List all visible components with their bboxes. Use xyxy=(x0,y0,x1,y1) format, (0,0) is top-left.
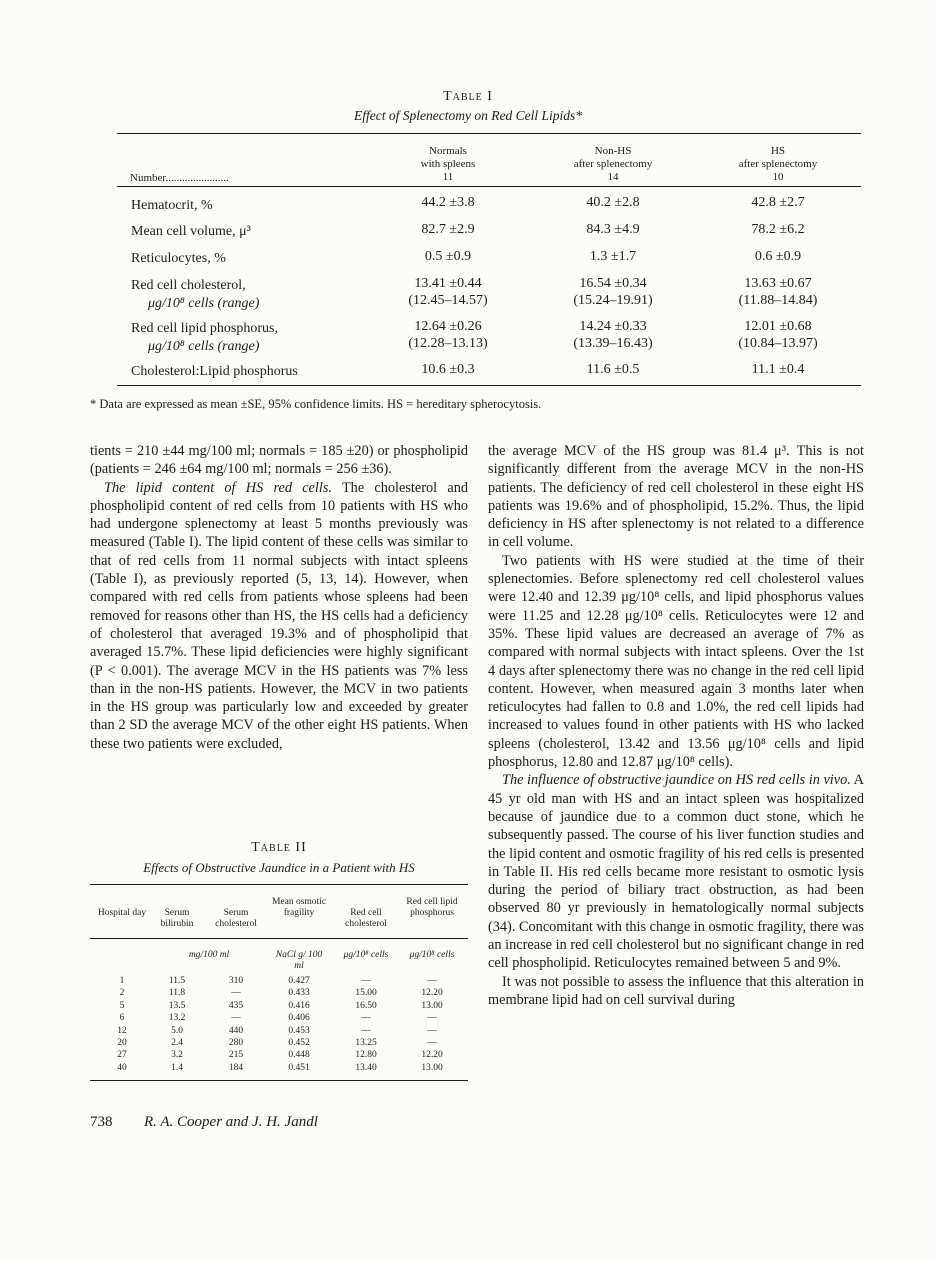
table2-unit: NaCl g/ 100 ml xyxy=(275,950,323,971)
table2-cell: 27 xyxy=(117,1050,127,1061)
col-header-n: 10 xyxy=(772,171,784,183)
table1-row-label: Red cell cholesterol, xyxy=(131,278,246,293)
table1-row-sublabel: μg/10⁸ cells (range) xyxy=(148,296,260,311)
table2-unit: μg/10⁸ cells xyxy=(409,950,455,960)
table2-header: Serum cholesterol xyxy=(215,908,257,929)
table2-cell: 0.452 xyxy=(288,1038,310,1048)
table2-cell: 1 xyxy=(119,976,125,986)
table1-cell: 12.01 ±0.68 xyxy=(744,319,812,334)
table1-title: Table I xyxy=(443,89,493,104)
table2-cell: 16.50 xyxy=(355,1000,377,1011)
table2-header: Mean osmotic fragility xyxy=(271,897,327,918)
table2-cell: 0.433 xyxy=(288,988,310,999)
table2-cell: 0.448 xyxy=(288,1050,310,1061)
table2-cell: — xyxy=(427,1025,437,1036)
table1-cell: 14.24 ±0.33 xyxy=(579,319,647,334)
table2-cell: 40 xyxy=(117,1062,127,1073)
table2-cell: 20 xyxy=(117,1038,127,1048)
section-heading: The lipid content of HS red cells. xyxy=(104,479,332,496)
table1-range: (13.39–16.43) xyxy=(573,336,653,351)
table1-cell: 0.5 ±0.9 xyxy=(424,249,472,264)
table2-cell: 280 xyxy=(228,1038,244,1048)
col-header-line: HS xyxy=(770,145,786,157)
table2-cell: 13.2 xyxy=(168,1013,186,1024)
table1-cell: 11.6 ±0.5 xyxy=(586,362,640,377)
table1-cell: 0.6 ±0.9 xyxy=(754,249,802,264)
table2-header-rule xyxy=(90,938,468,939)
table2-cell: — xyxy=(427,1013,437,1024)
table2-header: Red cell cholesterol xyxy=(345,908,387,929)
table1-top-rule xyxy=(117,133,861,134)
table1-row-label: Mean cell volume, μ³ xyxy=(131,224,251,239)
table2-title: Table II xyxy=(251,840,307,855)
table2-cell: 0.451 xyxy=(288,1062,310,1073)
table1-cell: 44.2 ±3.8 xyxy=(421,195,475,210)
table2-cell: 2 xyxy=(119,988,125,999)
table1-cell: 84.3 ±4.9 xyxy=(586,222,640,237)
table2-cell: 12.80 xyxy=(355,1050,377,1061)
table2-cell: 3.2 xyxy=(171,1050,183,1061)
table1-cell: 13.41 ±0.44 xyxy=(414,276,482,291)
table2-cell: 2.4 xyxy=(171,1038,183,1048)
table2-cell: 12.20 xyxy=(421,1050,443,1061)
table2-cell: 13.25 xyxy=(355,1038,377,1048)
col-header-n: 14 xyxy=(607,171,619,183)
table1-cell: 12.64 ±0.26 xyxy=(414,319,482,334)
table2-cell: 5.0 xyxy=(171,1025,183,1036)
table2-cell: 440 xyxy=(228,1025,244,1036)
table2-cell: — xyxy=(361,976,371,986)
table2-top-rule xyxy=(90,884,468,885)
table2-cell: 12.20 xyxy=(421,988,443,999)
table1-col1-header xyxy=(378,145,518,184)
paragraph: It was not possible to assess the influence that this alteration in membrane lipid had on cell survival during xyxy=(488,973,864,1008)
table1-row-label: Hematocrit, % xyxy=(131,198,213,213)
table1-row-label: Red cell lipid phosphorus, xyxy=(131,321,278,336)
table2-unit: μg/10⁸ cells xyxy=(343,950,389,960)
table1-range: (11.88–14.84) xyxy=(738,293,818,308)
table1-cell: 10.6 ±0.3 xyxy=(421,362,475,377)
table1-row-label: Cholesterol:Lipid phosphorus xyxy=(131,364,298,379)
table1-header-rule xyxy=(117,186,861,187)
col-header-n: 11 xyxy=(442,171,454,183)
table2-cell: 0.416 xyxy=(288,1000,310,1011)
right-column xyxy=(488,442,864,1009)
table1-cell: 11.1 ±0.4 xyxy=(751,362,805,377)
col-header-line: Non-HS xyxy=(594,145,632,157)
table1-col3-header xyxy=(708,145,848,184)
table1-range: (12.28–13.13) xyxy=(408,336,488,351)
table2-cell: 435 xyxy=(228,1000,244,1011)
page-number: 738 xyxy=(90,1114,113,1130)
table1-range: (15.24–19.91) xyxy=(573,293,653,308)
table1-row-sublabel: μg/10⁸ cells (range) xyxy=(148,339,260,354)
table2-cell: — xyxy=(427,976,437,986)
table1-cell: 40.2 ±2.8 xyxy=(586,195,640,210)
table1-cell: 13.63 ±0.67 xyxy=(744,276,812,291)
table2-cell: 0.406 xyxy=(288,1013,310,1024)
table2-unit: mg/100 ml xyxy=(188,950,230,960)
table2-cell: 13.00 xyxy=(421,1062,443,1073)
section-heading: The influence of obstructive jaundice on HS red cells in vivo. xyxy=(502,772,851,789)
table1-cell: 42.8 ±2.7 xyxy=(751,195,805,210)
table1-cell: 78.2 ±6.2 xyxy=(751,222,805,237)
left-column xyxy=(90,442,468,753)
table2-cell: 12 xyxy=(117,1025,127,1036)
paragraph: tients = 210 ±44 mg/100 ml; normals = 185 ±20) or phospholipid (patients = 246 ±64 mg/100 ml; normals = 256 ±36). xyxy=(90,443,468,478)
table1-caption: Effect of Splenectomy on Red Cell Lipids* xyxy=(354,108,582,123)
table1-range: (10.84–13.97) xyxy=(738,336,818,351)
table2-cell: 310 xyxy=(228,976,244,986)
table2-cell: 15.00 xyxy=(355,988,377,999)
table2-cell: 6 xyxy=(119,1013,125,1024)
table1-col2-header xyxy=(543,145,683,184)
table1-cell: 82.7 ±2.9 xyxy=(421,222,475,237)
col-header-line: after splenectomy xyxy=(738,158,818,170)
authors: R. A. Cooper and J. H. Jandl xyxy=(144,1114,318,1130)
table2-cell: 215 xyxy=(228,1050,244,1061)
table2-cell: 11.8 xyxy=(168,988,186,999)
table2-cell: 13.40 xyxy=(355,1062,377,1073)
table2-header: Hospital day xyxy=(97,908,147,918)
table1-number-label: Number....................... xyxy=(130,172,229,184)
table2-cell: 1.4 xyxy=(171,1062,183,1073)
paragraph-text: A 45 yr old man with HS and an intact spleen was hospitalized because of jaundice due to a common duct stone, which he subsequently passed. The course of his liver function studies and the lipid content and osmotic fragility of his red cells is presented in Table II. His red cells became more resistant to osmotic lysis during the period of biliary tract obstruction, as had been observed 80 yr previously in hematologically normal subjects (34). Concomitant with this change in osmotic fragility, there was an increase in red cell cholesterol but no significant change in red cell phospholipid. Reticulocytes remained between 5 and 9%. xyxy=(488,772,864,972)
table2-cell: — xyxy=(231,1013,241,1024)
table2-caption: Effects of Obstructive Jaundice in a Patient with HS xyxy=(143,860,415,875)
paragraph xyxy=(90,479,468,753)
paragraph xyxy=(488,771,864,972)
col-header-line: Normals xyxy=(429,145,467,157)
table2-header: Serum bilirubin xyxy=(160,908,194,929)
table2-cell: 5 xyxy=(119,1000,125,1011)
table2-cell: 0.453 xyxy=(288,1025,310,1036)
table1-cell: 1.3 ±1.7 xyxy=(589,249,637,264)
table2-cell: 13.5 xyxy=(168,1000,186,1011)
col-header-line: with spleens xyxy=(420,158,476,170)
table1-range: (12.45–14.57) xyxy=(408,293,488,308)
page-footer xyxy=(90,1114,318,1131)
paragraph: Two patients with HS were studied at the time of their splenectomies. Before splenectomy red cell cholesterol values were 12.40 and 12.39 μg/10⁸ cells, and lipid phosphorus values were 11.25 and 12.28 μg/10⁸ cells. Reticulocytes were 12 and 35%. These lipid values are decreased an average of 7% as compared with normal subjects with intact spleens. Over the 1st 4 days after splenectomy there was no change in the red cell lipid content. However, when measured again 3 months later when reticulocytes had fallen to 0.8 and 1.0%, the red cell lipids had increased to values found in other patients with HS who lacked spleens (cholesterol, 13.42 and 13.56 μg/10⁸ cells and lipid phosphorus, 12.80 and 12.87 μg/10⁸ cells). xyxy=(488,552,864,771)
table2-bottom-rule xyxy=(90,1080,468,1081)
table2-cell: 11.5 xyxy=(168,976,186,986)
col-header-line: after splenectomy xyxy=(573,158,653,170)
table2-cell: 184 xyxy=(228,1062,244,1073)
paragraph: the average MCV of the HS group was 81.4 μ³. This is not significantly different from the average MCV in the non-HS patients. The deficiency of red cell cholesterol in these eight HS patients was 19.6% and of phospholipid, 15.2%. Thus, the lipid deficiency in HS after splenectomy is not related to a difference in cell volume. xyxy=(488,443,864,551)
table1-row-label: Reticulocytes, % xyxy=(131,251,226,266)
table2-cell: — xyxy=(231,988,241,999)
table2-cell: — xyxy=(361,1025,371,1036)
table1-footnote: * Data are expressed as mean ±SE, 95% confidence limits. HS = hereditary spherocytosis. xyxy=(90,397,542,411)
table2-cell: 13.00 xyxy=(421,1000,443,1011)
paragraph-text: The cholesterol and phospholipid content of red cells from 10 patients with HS who had undergone splenectomy at least 5 months previously was measured (Table I). The lipid content of these cells was similar to that of red cells from 11 normal subjects with intact spleens (Table I), as previously reported (5, 13, 14). However, when compared with red cells from patients whose spleens had been removed for reasons other than HS, the HS cells had a deficiency of cholesterol that averaged 19.3% and of phospholipid that averaged 15.7%. These lipid deficiencies were highly significant (P < 0.001). The average MCV in the HS patients was 7% less than in the non-HS patients. However, the MCV in two patients in the HS group was particularly low and exceeded by greater than 2 SD the average MCV of the other eight HS patients. When these two patients were excluded, xyxy=(90,479,468,752)
table2-cell: 0.427 xyxy=(288,976,310,986)
table1-bottom-rule xyxy=(117,385,861,386)
table2-cell: — xyxy=(361,1013,371,1024)
table2-cell: — xyxy=(427,1038,437,1048)
table2-header: Red cell lipid phosphorus xyxy=(406,897,458,918)
table1-cell: 16.54 ±0.34 xyxy=(579,276,647,291)
